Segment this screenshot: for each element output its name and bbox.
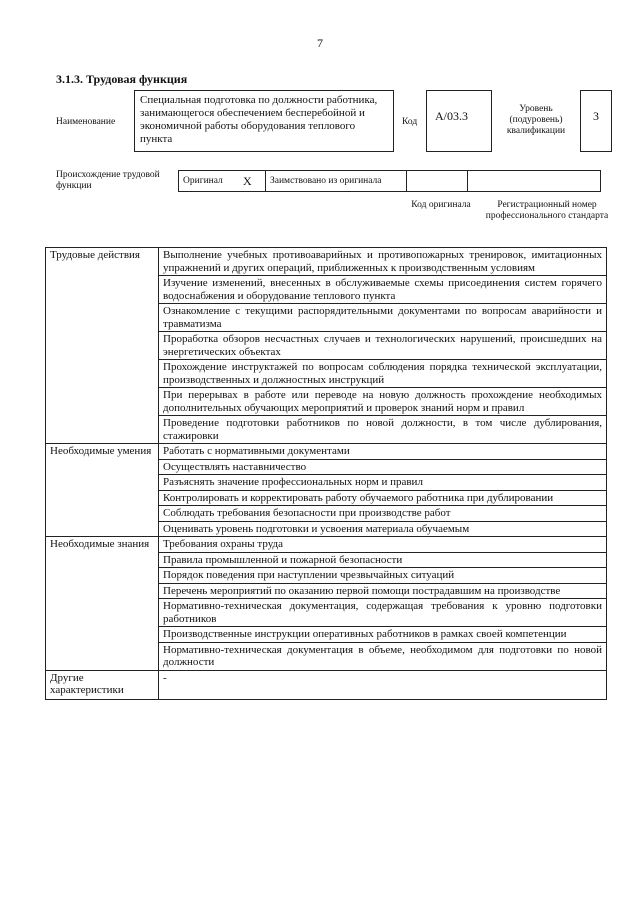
code-original-caption: Код оригинала [411,200,471,210]
labor-actions-item: При перерывах в работе или переводе на новую должность прохождение необходимых дополнительных обучающих мероприятий и проверок знаний норм и правил [159,388,607,416]
table-row [46,670,607,699]
function-name-box [134,90,394,152]
required-knowledge-item: Производственные инструкции оперативных работников в рамках своей компетенции [159,627,607,643]
original-label: Оригинал [179,171,240,192]
labor-actions-item: Выполнение учебных противоаварийных и противопожарных тренировок, имитационных упражнений и других операций, приближенных к производственным условиям [159,248,607,276]
page-number: 7 [317,36,323,50]
required-knowledge-item: Порядок поведения при наступлении чрезвычайных ситуаций [159,568,607,584]
code-original-cell [407,171,468,192]
other-characteristics-item: - [159,670,607,699]
labor-actions-item: Ознакомление с текущими распорядительными документами по вопросам аварийности и травматизма [159,304,607,332]
origin-label: Происхождение трудовой функции [56,170,160,191]
table-row [46,248,607,276]
table-row [46,537,607,553]
labor-actions-item: Изучение изменений, внесенных в обслуживаемые схемы присоединения систем горячего водоснабжения и оборудование теплового пункта [159,276,607,304]
borrowed-label: Заимствовано из оригинала [266,171,407,192]
required-skills-item: Соблюдать требования безопасности при производстве работ [159,506,607,522]
name-label: Наименование [56,117,116,127]
labor-actions-item: Прохождение инструктажей по вопросам соблюдения порядка технической эксплуатации, производственных и должностных инструкций [159,360,607,388]
level-box [580,90,612,152]
function-details-table [45,247,607,700]
required-skills-item: Осуществлять наставничество [159,459,607,475]
required-skills-item: Работать с нормативными документами [159,444,607,460]
other-characteristics-heading: Другие характеристики [46,670,159,699]
labor-actions-heading: Трудовые действия [46,248,159,444]
function-name-value: Специальная подготовка по должности работника, занимающегося обеспечением бесперебойной и экономичной работы оборудования теплового пункта [140,94,378,145]
required-skills-item: Контролировать и корректировать работу обучаемого работника при дублировании [159,490,607,506]
level-value: 3 [593,109,599,123]
origin-table [178,170,601,192]
reg-number-cell [468,171,601,192]
table-row [46,444,607,460]
code-box [426,90,492,152]
required-knowledge-item: Нормативно-техническая документация, содержащая требования к уровню подготовки работников [159,599,607,627]
required-skills-heading: Необходимые умения [46,444,159,537]
required-knowledge-item: Правила промышленной и пожарной безопасности [159,552,607,568]
required-knowledge-heading: Необходимые знания [46,537,159,671]
required-skills-item: Разъяснять значение профессиональных норм и правил [159,475,607,491]
code-value: A/03.3 [435,109,468,123]
level-label: Уровень (подуровень) квалификации [506,104,566,136]
labor-actions-item: Проработка обзоров несчастных случаев и технологических нарушений, происшедших на энергетических объектах [159,332,607,360]
required-knowledge-item: Нормативно-техническая документация в объеме, необходимом для подготовки по новой должности [159,642,607,670]
section-title: 3.1.3. Трудовая функция [56,72,188,86]
required-knowledge-item: Перечень мероприятий по оказанию первой помощи пострадавшим на производстве [159,583,607,599]
required-skills-item: Оценивать уровень подготовки и усвоения материала обучаемым [159,521,607,537]
reg-number-caption: Регистрационный номер профессионального стандарта [485,200,609,221]
original-mark: X [239,171,266,192]
code-label: Код [402,117,418,127]
required-knowledge-item: Требования охраны труда [159,537,607,553]
labor-actions-item: Проведение подготовки работников по новой должности, в том числе дублирования, стажировки [159,416,607,444]
